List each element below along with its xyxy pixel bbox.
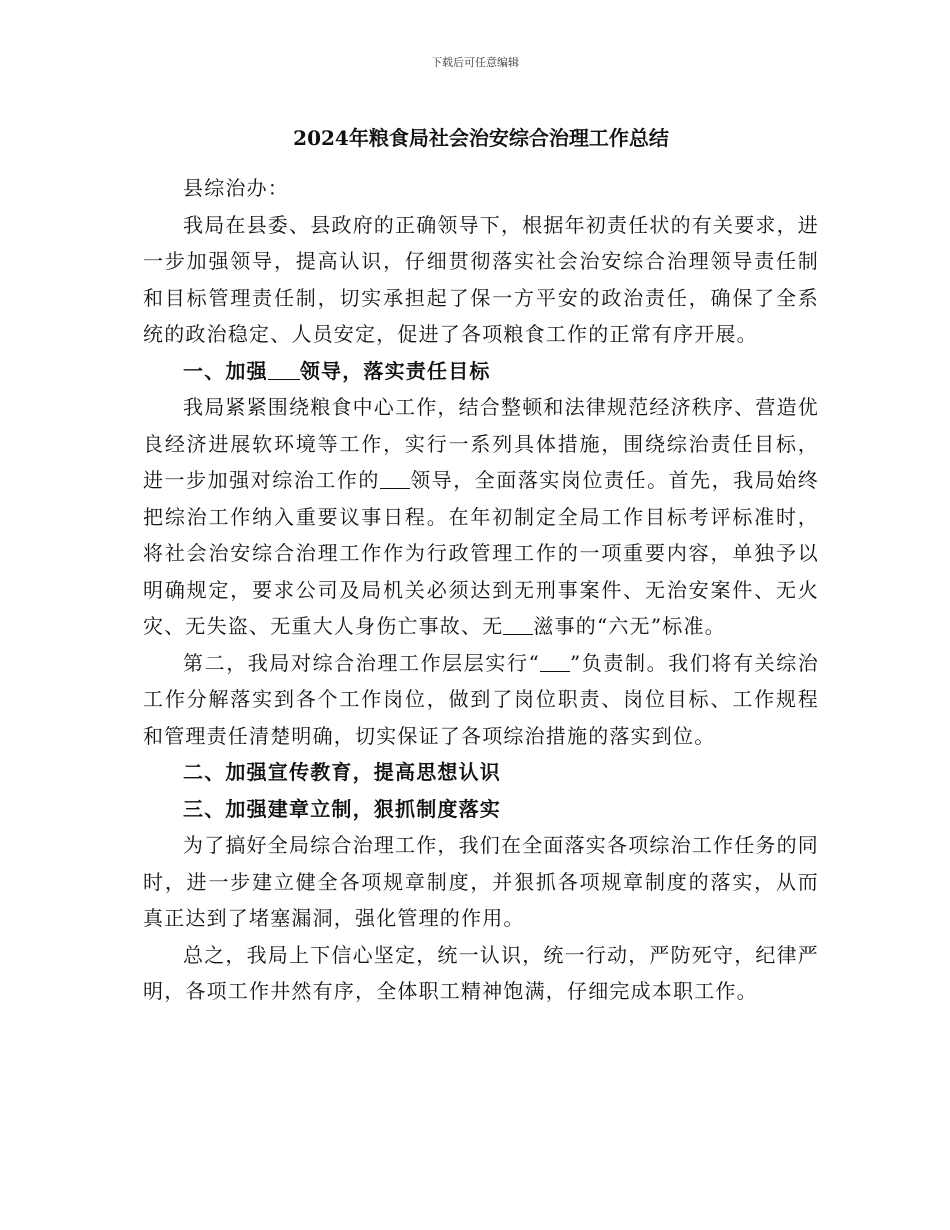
blank-underline (268, 358, 300, 380)
paragraph-1-part-a: 我局紧紧围绕粮食中心工作，结合整顿和法律规范经济秩序、营造优良经济进展软环境等工作，实行一系列具体措施，围绕综治责任目标，进一步加强对综治工作的 (143, 395, 819, 492)
blank-underline (540, 650, 570, 672)
section-heading-1 (143, 353, 819, 390)
section-heading-2: 二、加强宣传教育，提高思想认识 (183, 760, 501, 784)
section-1-paragraph (143, 389, 819, 645)
heading-1-part-a: 一、加强 (183, 358, 268, 383)
section-heading-3: 三、加强建章立制，狠抓制度落实 (183, 796, 501, 821)
blank-underline (503, 613, 533, 635)
paragraph-1-part-b: 领导，全面落实岗位责任。首先，我局始终把综治工作纳入重要议事日程。在年初制定全局工作目标考评标准时，将社会治安综合治理工作作为行政管理工作的一项重要内容，单独予以明确规定，要求公司及局机关必须达到无刑事案件、无治安案件、无火灾、无失盗、无重大人身伤亡事故、无 (143, 468, 819, 638)
document-title: 2024年粮食局社会治安综合治理工作总结 (293, 126, 669, 150)
download-note: 下载后可任意编辑 (431, 56, 519, 69)
section-3-paragraph: 为了搞好全局综合治理工作，我们在全面落实各项综治工作任务的同时，进一步建立健全各项规章制度，并狠抓各项规章制度的落实，从而真正达到了堵塞漏洞，强化管理的作用。 (143, 833, 819, 930)
paragraph-2-part-b: ”负责制。我们将有关综治工作分解落实到各个工作岗位，做到了岗位职责、岗位目标、工作规程和管理责任清楚明确，切实保证了各项综治措施的落实到位。 (143, 650, 820, 748)
section-1-paragraph-2 (143, 645, 819, 755)
document-page (143, 124, 819, 1010)
blank-underline (380, 467, 410, 489)
paragraph-1-part-c: 滋事的“六无”标准。 (533, 614, 726, 638)
intro-paragraph: 我局在县委、县政府的正确领导下，根据年初责任状的有关要求，进一步加强领导，提高认识，仔细贯彻落实社会治安综合治理领导责任制和目标管理责任制，切实承担起了保一方平安的政治责任，确保了全系统的政治稳定、人员安定，促进了各项粮食工作的正常有序开展。 (143, 212, 819, 346)
salutation: 县综治办： (183, 176, 289, 200)
paragraph-2-part-a: 第二，我局对综合治理工作层层实行“ (183, 650, 540, 675)
conclusion-paragraph: 总之，我局上下信心坚定，统一认识，统一行动，严防死守，纪律严明，各项工作井然有序，全体职工精神饱满，仔细完成本职工作。 (143, 942, 819, 1003)
document-body (143, 170, 819, 1010)
heading-1-part-b: 领导，落实责任目标 (299, 358, 491, 383)
